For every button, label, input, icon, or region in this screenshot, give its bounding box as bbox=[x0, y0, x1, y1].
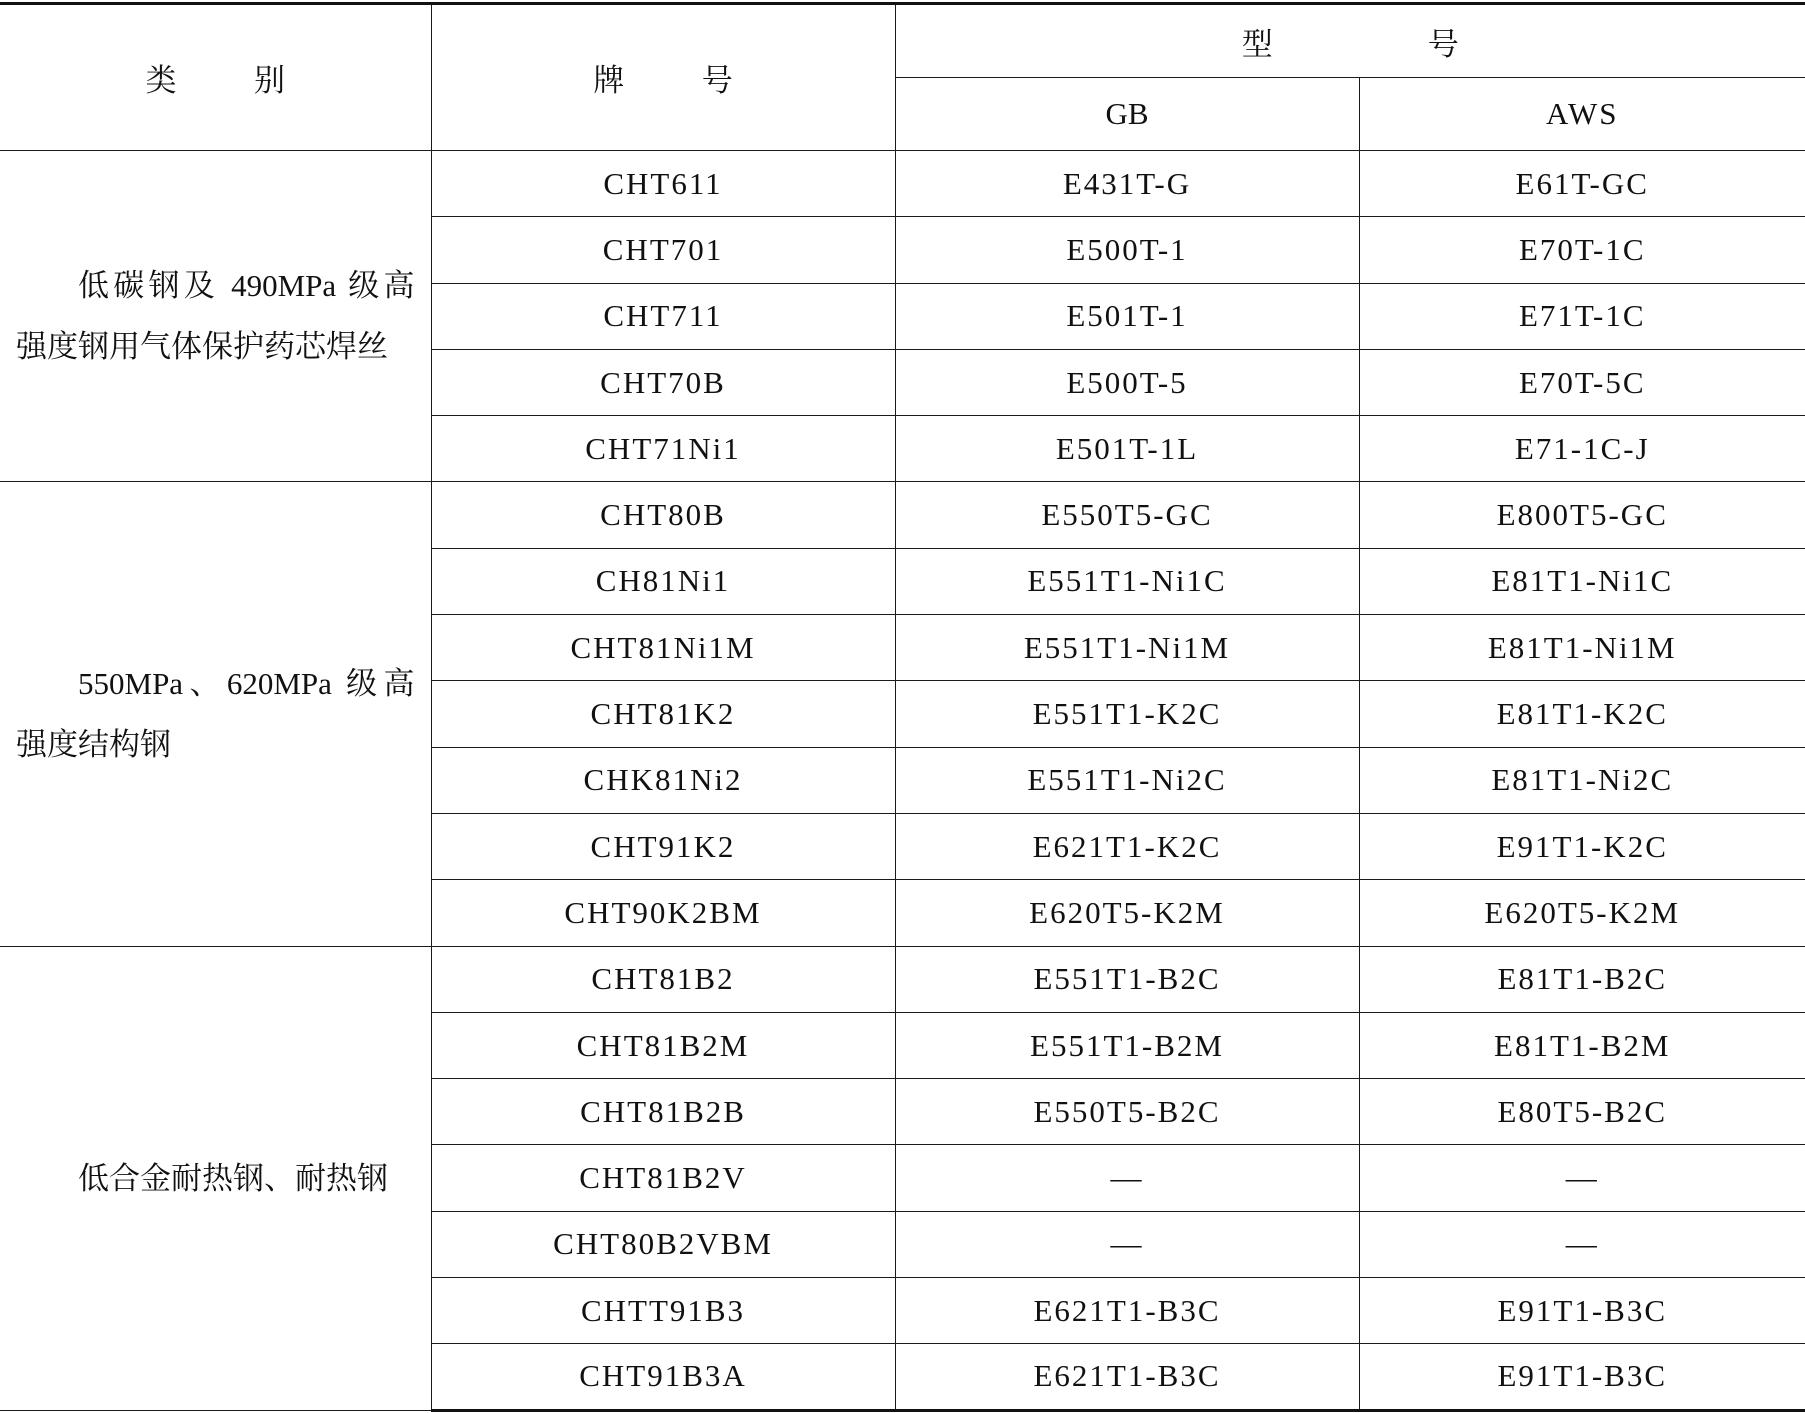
gb-cell: E550T5-GC bbox=[895, 482, 1359, 548]
brand-cell: CHT80B2VBM bbox=[431, 1211, 895, 1277]
aws-cell: E620T5-K2M bbox=[1359, 880, 1805, 946]
aws-cell: — bbox=[1359, 1145, 1805, 1211]
aws-cell: E81T1-B2M bbox=[1359, 1012, 1805, 1078]
gb-cell: E431T-G bbox=[895, 151, 1359, 217]
category-label: 低碳钢及 490MPa 级高强度钢用气体保护药芯焊丝 bbox=[16, 268, 415, 365]
header-model: 型 号 bbox=[895, 4, 1805, 78]
gb-cell: E551T1-B2M bbox=[895, 1012, 1359, 1078]
category-cell bbox=[0, 482, 431, 946]
brand-cell: CHT81B2B bbox=[431, 1079, 895, 1145]
header-gb: GB bbox=[895, 78, 1359, 151]
gb-cell: E551T1-B2C bbox=[895, 946, 1359, 1012]
aws-cell: E70T-1C bbox=[1359, 217, 1805, 283]
category-cell bbox=[0, 946, 431, 1410]
aws-cell: E81T1-B2C bbox=[1359, 946, 1805, 1012]
brand-cell: CHT90K2BM bbox=[431, 880, 895, 946]
gb-cell: E621T1-B3C bbox=[895, 1344, 1359, 1410]
gb-cell: E500T-1 bbox=[895, 217, 1359, 283]
brand-cell: CHT70B bbox=[431, 349, 895, 415]
gb-cell: E551T1-Ni1M bbox=[895, 615, 1359, 681]
category-label: 低合金耐热钢、耐热钢 bbox=[78, 1160, 388, 1196]
gb-cell: E621T1-K2C bbox=[895, 813, 1359, 879]
gb-cell: — bbox=[895, 1145, 1359, 1211]
header-brand: 牌 号 bbox=[431, 4, 895, 151]
gb-cell: E500T-5 bbox=[895, 349, 1359, 415]
gb-cell: E550T5-B2C bbox=[895, 1079, 1359, 1145]
brand-cell: CHT91B3A bbox=[431, 1344, 895, 1410]
aws-cell: E71T-1C bbox=[1359, 283, 1805, 349]
brand-cell: CHT71Ni1 bbox=[431, 416, 895, 482]
category-label: 550MPa、620MPa 级高强度结构钢 bbox=[16, 666, 415, 763]
header-aws: AWS bbox=[1359, 78, 1805, 151]
welding-wire-table bbox=[0, 2, 1805, 1412]
header-category: 类 别 bbox=[0, 4, 431, 151]
gb-cell: E501T-1L bbox=[895, 416, 1359, 482]
brand-cell: CHT81B2V bbox=[431, 1145, 895, 1211]
gb-cell: E620T5-K2M bbox=[895, 880, 1359, 946]
gb-cell: E501T-1 bbox=[895, 283, 1359, 349]
gb-cell: — bbox=[895, 1211, 1359, 1277]
aws-cell: E81T1-Ni1M bbox=[1359, 615, 1805, 681]
table-row bbox=[0, 151, 1805, 217]
aws-cell: E71-1C-J bbox=[1359, 416, 1805, 482]
table-row bbox=[0, 946, 1805, 1012]
brand-cell: CH81Ni1 bbox=[431, 548, 895, 614]
category-cell bbox=[0, 151, 431, 482]
aws-cell: E91T1-B3C bbox=[1359, 1278, 1805, 1344]
gb-cell: E551T1-Ni2C bbox=[895, 747, 1359, 813]
brand-cell: CHTT91B3 bbox=[431, 1278, 895, 1344]
brand-cell: CHT81B2 bbox=[431, 946, 895, 1012]
brand-cell: CHT80B bbox=[431, 482, 895, 548]
aws-cell: E70T-5C bbox=[1359, 349, 1805, 415]
brand-cell: CHT711 bbox=[431, 283, 895, 349]
brand-cell: CHT81K2 bbox=[431, 681, 895, 747]
aws-cell: E81T1-K2C bbox=[1359, 681, 1805, 747]
gb-cell: E621T1-B3C bbox=[895, 1278, 1359, 1344]
aws-cell: E61T-GC bbox=[1359, 151, 1805, 217]
aws-cell: E91T1-B3C bbox=[1359, 1344, 1805, 1410]
aws-cell: E91T1-K2C bbox=[1359, 813, 1805, 879]
gb-cell: E551T1-Ni1C bbox=[895, 548, 1359, 614]
brand-cell: CHT81B2M bbox=[431, 1012, 895, 1078]
brand-cell: CHK81Ni2 bbox=[431, 747, 895, 813]
table-row bbox=[0, 482, 1805, 548]
aws-cell: E80T5-B2C bbox=[1359, 1079, 1805, 1145]
brand-cell: CHT91K2 bbox=[431, 813, 895, 879]
aws-cell: E81T1-Ni1C bbox=[1359, 548, 1805, 614]
table-body bbox=[0, 151, 1805, 1411]
table-header bbox=[0, 4, 1805, 151]
aws-cell: E800T5-GC bbox=[1359, 482, 1805, 548]
brand-cell: CHT611 bbox=[431, 151, 895, 217]
gb-cell: E551T1-K2C bbox=[895, 681, 1359, 747]
brand-cell: CHT81Ni1M bbox=[431, 615, 895, 681]
aws-cell: — bbox=[1359, 1211, 1805, 1277]
aws-cell: E81T1-Ni2C bbox=[1359, 747, 1805, 813]
brand-cell: CHT701 bbox=[431, 217, 895, 283]
